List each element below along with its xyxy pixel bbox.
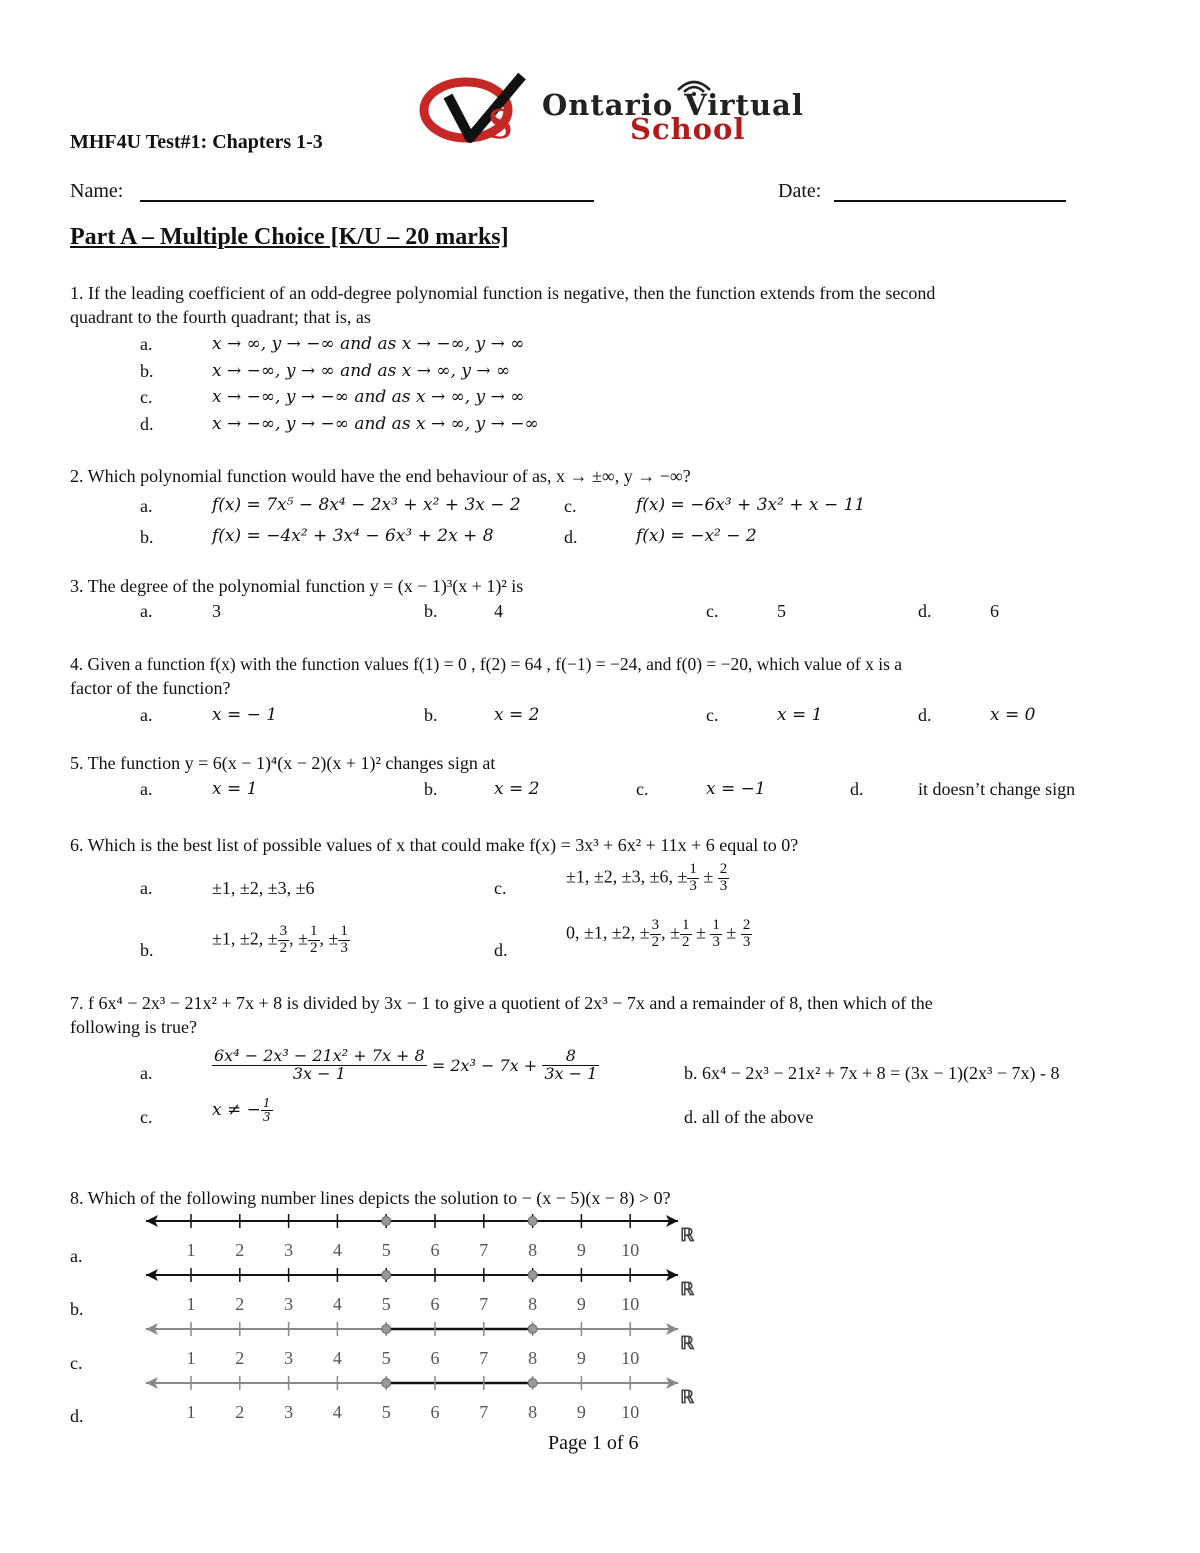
date-label: Date: — [778, 180, 822, 202]
endpoint-dot — [382, 1325, 391, 1334]
q5-option-c[interactable]: x = −1 — [706, 779, 766, 799]
q2-label-c: c. — [564, 496, 577, 516]
q3-option-c[interactable]: 5 — [777, 601, 786, 621]
q4-label-a: a. — [140, 705, 153, 725]
logo-line-2: School — [630, 112, 746, 146]
q7-option-d[interactable]: d. all of the above — [684, 1107, 814, 1127]
q6c-frac-2-3: $\frac{2}{3}$ — [719, 861, 728, 894]
q8-label-c: c. — [70, 1353, 83, 1373]
q3-option-d[interactable]: 6 — [990, 601, 999, 621]
q2-label-a: a. — [140, 496, 153, 516]
q2-option-c[interactable]: f(x) = −6x³ + 3x² + x − 11 — [636, 495, 866, 515]
q4-stem-line2: factor of the function? — [70, 678, 231, 698]
q1-option-b[interactable]: x → −∞, y → ∞ and as x → ∞, y → ∞ — [212, 361, 511, 381]
q2-label-d: d. — [564, 527, 578, 547]
q6d-frac-1-3: $\frac{1}{3}$ — [712, 917, 720, 950]
tick-label: 8 — [528, 1348, 538, 1368]
q8-label-a: a. — [70, 1246, 83, 1266]
q4-option-b[interactable]: x = 2 — [494, 705, 540, 725]
q6d-frac-3-2: $\frac{3}{2}$ — [651, 917, 660, 950]
q6c-frac-1-3: $\frac{1}{3}$ — [689, 861, 697, 894]
q1-label-b: b. — [140, 361, 154, 381]
q2-stem: 2. Which polynomial function would have the end behaviour of as, x → ±∞, y → −∞? — [70, 466, 691, 486]
tick-label: 9 — [576, 1348, 586, 1368]
q1-label-c: c. — [140, 387, 153, 407]
q4-label-b: b. — [424, 705, 438, 725]
q7-option-b[interactable]: b. 6x⁴ − 2x³ − 21x² + 7x + 8 = (3x − 1)(2x³ − 7x) - 8 — [684, 1063, 1060, 1083]
tick-label: 4 — [332, 1402, 342, 1422]
real-numbers-symbol: ℝ — [680, 1387, 695, 1407]
q6c-prefix: ±1, ±2, ±3, ±6, ± — [566, 866, 688, 887]
q5-option-d[interactable]: it doesn’t change sign — [918, 779, 1076, 799]
q4-label-d: d. — [918, 705, 932, 725]
tick-label: 10 — [621, 1402, 640, 1422]
tick-label: 4 — [332, 1240, 342, 1260]
q6b-frac-3-2: $\frac{3}{2}$ — [279, 923, 288, 956]
q6d-frac-2-3: $\frac{2}{3}$ — [742, 917, 751, 950]
q1-label-d: d. — [140, 414, 154, 434]
q7c-fraction: $\frac{1}{3}$ — [262, 1096, 271, 1124]
q4-option-a[interactable]: x = − 1 — [212, 705, 278, 725]
tick-label: 7 — [479, 1240, 489, 1260]
q6-option-d[interactable]: 0, ±1, ±2, ± $\frac{3}{2}$ , ± $\frac{1}{2}$ ± $\frac{1}{3}$ ± $\frac{2}{3}$ — [566, 917, 751, 950]
tick-label: 5 — [381, 1402, 391, 1422]
q1-label-a: a. — [140, 334, 153, 354]
tick-label: 6 — [430, 1240, 440, 1260]
q7a-lhs-fraction: $\frac{\text{6x⁴ − 2x³ − 21x² + 7x + 8}}{3x - 1}$ — [214, 1046, 425, 1083]
q3-label-c: c. — [706, 601, 719, 621]
q6-label-a: a. — [140, 878, 153, 898]
tick-label: 3 — [284, 1348, 294, 1368]
q7-label-a: a. — [140, 1063, 153, 1083]
q5-label-d: d. — [850, 779, 864, 799]
q6-label-d: d. — [494, 940, 508, 960]
q7-label-c: c. — [140, 1107, 153, 1127]
q7-option-a[interactable]: $\frac{\text{6x⁴ − 2x³ − 21x² + 7x + 8}}{3x - 1}$ = 2x³ − 7x + $\frac{8}{3x - 1}$ — [214, 1046, 598, 1083]
test-title: MHF4U Test#1: Chapters 1-3 — [70, 131, 323, 153]
tick-label: 7 — [479, 1402, 489, 1422]
q3-label-d: d. — [918, 601, 932, 621]
endpoint-dot — [528, 1217, 537, 1226]
tick-label: 6 — [430, 1348, 440, 1368]
tick-label: 2 — [235, 1402, 245, 1422]
q2-option-b[interactable]: f(x) = −4x² + 3x⁴ − 6x³ + 2x + 8 — [212, 526, 494, 546]
q3-option-b[interactable]: 4 — [494, 601, 503, 621]
q3-option-a[interactable]: 3 — [212, 601, 221, 621]
q2-label-b: b. — [140, 527, 154, 547]
tick-label: 4 — [332, 1348, 342, 1368]
q1-stem-line2: quadrant to the fourth quadrant; that is, as — [70, 307, 371, 327]
q5-option-a[interactable]: x = 1 — [212, 779, 258, 799]
q5-label-b: b. — [424, 779, 438, 799]
endpoint-dot — [528, 1325, 537, 1334]
q4-label-c: c. — [706, 705, 719, 725]
q5-label-a: a. — [140, 779, 153, 799]
endpoint-dot — [528, 1271, 537, 1280]
tick-label: 8 — [528, 1294, 538, 1314]
q3-label-b: b. — [424, 601, 438, 621]
q6-stem: 6. Which is the best list of possible values of x that could make f(x) = 3x³ + 6x² + 11x + 6 equal to 0? — [70, 835, 799, 855]
q7-option-c[interactable]: x ≠ − $\frac{1}{3}$ — [212, 1096, 271, 1124]
q7a-rhs-fraction: $\frac{8}{3x - 1}$ — [544, 1046, 598, 1083]
tick-label: 2 — [235, 1348, 245, 1368]
tick-label: 10 — [621, 1240, 640, 1260]
q1-option-a[interactable]: x → ∞, y → −∞ and as x → −∞, y → ∞ — [212, 334, 525, 354]
tick-label: 3 — [284, 1402, 294, 1422]
tick-label: 10 — [621, 1294, 640, 1314]
q6-label-c: c. — [494, 878, 507, 898]
q6-label-b: b. — [140, 940, 154, 960]
q6-option-c[interactable]: ±1, ±2, ±3, ±6, ± $\frac{1}{3}$ ± $\frac{2}{3}$ — [566, 861, 728, 894]
q4-stem-line1: 4. Given a function f(x) with the function values f(1) = 0 , f(2) = 64 , f(−1) = −24, and f(0) = −20, which value of x is a — [70, 654, 903, 674]
section-title: Part A – Multiple Choice [K/U – 20 marks] — [70, 224, 509, 250]
q5-label-c: c. — [636, 779, 649, 799]
tick-label: 1 — [186, 1402, 196, 1422]
q8-label-d: d. — [70, 1406, 84, 1426]
q6b-frac-1-2: $\frac{1}{2}$ — [310, 923, 318, 956]
svg-text:S: S — [488, 99, 513, 146]
q6b-frac-1-3: $\frac{1}{3}$ — [340, 923, 348, 956]
tick-label: 6 — [430, 1294, 440, 1314]
q4-option-d[interactable]: x = 0 — [990, 705, 1036, 725]
tick-label: 7 — [479, 1294, 489, 1314]
tick-label: 5 — [381, 1294, 391, 1314]
tick-label: 7 — [479, 1348, 489, 1368]
tick-label: 8 — [528, 1402, 538, 1422]
endpoint-dot — [382, 1217, 391, 1226]
q8-label-b: b. — [70, 1299, 84, 1319]
q8-stem: 8. Which of the following number lines depicts the solution to − (x − 5)(x − 8) > 0? — [70, 1188, 671, 1208]
endpoint-dot — [382, 1379, 391, 1388]
real-numbers-symbol: ℝ — [680, 1333, 695, 1353]
tick-label: 6 — [430, 1402, 440, 1422]
q1-option-c[interactable]: x → −∞, y → −∞ and as x → ∞, y → ∞ — [212, 387, 525, 407]
q5-option-b[interactable]: x = 2 — [494, 779, 540, 799]
tick-label: 5 — [381, 1240, 391, 1260]
tick-label: 9 — [576, 1240, 586, 1260]
tick-label: 9 — [576, 1402, 586, 1422]
tick-label: 4 — [332, 1294, 342, 1314]
q2-option-a[interactable]: f(x) = 7x⁵ − 8x⁴ − 2x³ + x² + 3x − 2 — [212, 495, 521, 515]
endpoint-dot — [382, 1271, 391, 1280]
q6d-frac-1-2: $\frac{1}{2}$ — [682, 917, 690, 950]
tick-label: 2 — [235, 1240, 245, 1260]
tick-label: 9 — [576, 1294, 586, 1314]
endpoint-dot — [528, 1379, 537, 1388]
q4-option-c[interactable]: x = 1 — [777, 705, 823, 725]
q1-stem-line1: 1. If the leading coefficient of an odd-degree polynomial function is negative, then the function extends from the second — [70, 283, 936, 303]
q3-stem: 3. The degree of the polynomial function y = (x − 1)³(x + 1)² is — [70, 576, 524, 596]
logo-line-1: Ontario Virtual — [542, 88, 804, 122]
tick-label: 3 — [284, 1294, 294, 1314]
q5-stem: 5. The function y = 6(x − 1)⁴(x − 2)(x + 1)² changes sign at — [70, 753, 496, 773]
q2-option-d[interactable]: f(x) = −x² − 2 — [636, 526, 757, 546]
q6-option-b[interactable]: ±1, ±2, ± $\frac{3}{2}$ , ± $\frac{1}{2}$ , ± $\frac{1}{3}$ — [212, 923, 348, 956]
real-numbers-symbol: ℝ — [680, 1279, 695, 1299]
q1-option-d[interactable]: x → −∞, y → −∞ and as x → ∞, y → −∞ — [212, 414, 539, 434]
name-label: Name: — [70, 180, 124, 202]
q3-label-a: a. — [140, 601, 153, 621]
tick-label: 1 — [186, 1348, 196, 1368]
tick-label: 3 — [284, 1240, 294, 1260]
q7-stem-line2: following is true? — [70, 1017, 197, 1037]
page-number: Page 1 of 6 — [548, 1432, 639, 1454]
tick-label: 1 — [186, 1240, 196, 1260]
tick-label: 2 — [235, 1294, 245, 1314]
q6-option-a[interactable]: ±1, ±2, ±3, ±6 — [212, 878, 315, 898]
real-numbers-symbol: ℝ — [680, 1225, 695, 1245]
tick-label: 10 — [621, 1348, 640, 1368]
q7-stem-line1: 7. f 6x⁴ − 2x³ − 21x² + 7x + 8 is divided by 3x − 1 to give a quotient of 2x³ − 7x and a remainder of 8, then which of the — [70, 993, 933, 1013]
tick-label: 1 — [186, 1294, 196, 1314]
tick-label: 8 — [528, 1240, 538, 1260]
tick-label: 5 — [381, 1348, 391, 1368]
